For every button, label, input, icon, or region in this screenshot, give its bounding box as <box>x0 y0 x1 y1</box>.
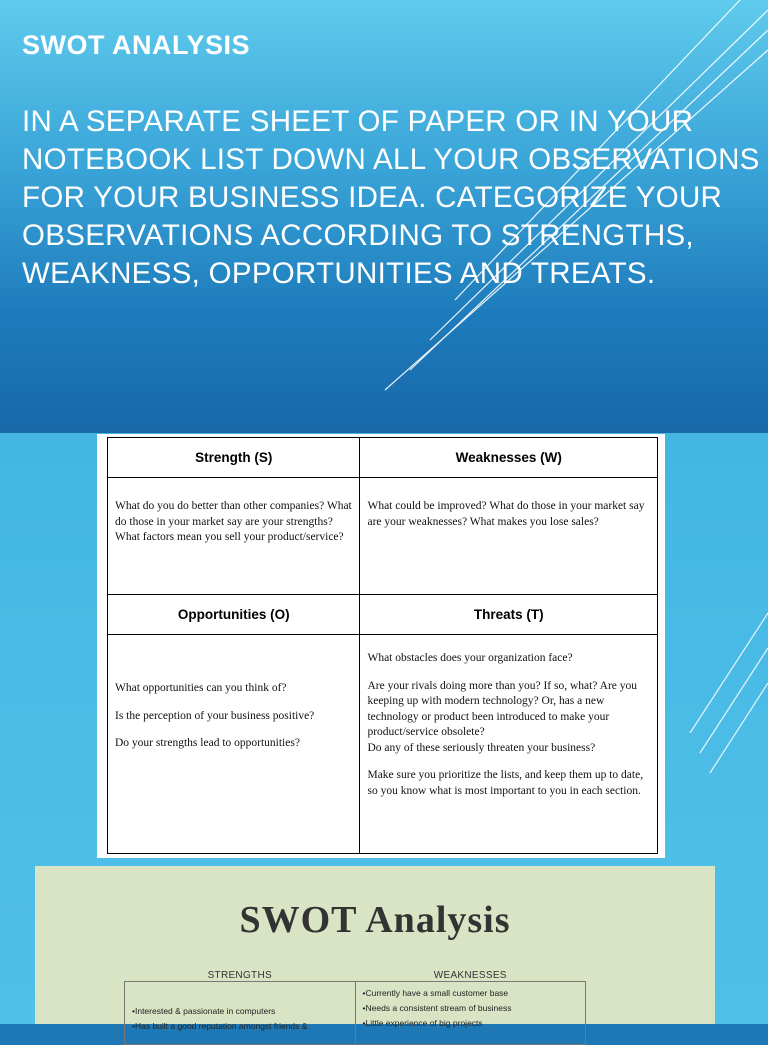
strength-header: Strength (S) <box>108 438 360 478</box>
bottom-slide <box>35 866 715 1031</box>
opportunity-item: Is the perception of your business positive? <box>115 709 315 722</box>
opportunities-header: Opportunities (O) <box>108 595 360 635</box>
strength-bullet: •Interested & passionate in computers <box>132 1006 276 1016</box>
weaknesses-header: WEAKNESSES <box>433 969 507 981</box>
threat-item: Are your rivals doing more than you? If so, what? Are you keeping up with modern technology? Or, has a new technology or product been introduced to make your product/service obsolete? <box>367 679 638 738</box>
threat-item: What obstacles does your organization face? <box>367 652 573 664</box>
weakness-bullet: •Needs a consistent stream of business <box>362 1003 512 1013</box>
deco-line <box>710 683 768 773</box>
opportunity-item: Do your strengths lead to opportunities? <box>115 737 300 749</box>
weakness-bullet: •Little experience of big projects <box>362 1018 483 1028</box>
threats-header: Threats (T) <box>360 595 658 635</box>
bottom-slide-title: SWOT Analysis <box>239 899 511 941</box>
strength-bullet: •Has built a good reputation amongst friends & <box>132 1021 308 1031</box>
slide-title: SWOT ANALYSIS <box>22 30 251 60</box>
opportunities-cell <box>108 635 360 854</box>
strength-text: What do you do better than other companies? What do those in your market say are your strengths? What factors mean you sell your product/service? <box>115 500 352 543</box>
weakness-bullet: •Currently have a small customer base <box>362 988 509 998</box>
weakness-text: What could be improved? What do those in your market say are your weaknesses? What makes you lose sales? <box>367 500 645 528</box>
deco-line <box>700 648 768 753</box>
threat-item: Do any of these seriously threaten your business? <box>367 741 596 754</box>
top-slide <box>0 0 768 433</box>
deco-line <box>690 613 768 733</box>
slide-body-text: IN A SEPARATE SHEET OF PAPER OR IN YOUR NOTEBOOK LIST DOWN ALL YOUR OBSERVATIONS FOR YOUR BUSINESS IDEA. CATEGORIZE YOUR OBSERVATIONS ACCORDING TO STRENGTHS, WEAKNESS, OPPORTUNITIES AND TREATS. <box>22 105 760 290</box>
opportunity-item: What opportunities can you think of? <box>115 682 287 694</box>
strength-cell <box>108 478 360 595</box>
swot-table <box>107 437 658 854</box>
weakness-header: Weaknesses (W) <box>360 438 658 478</box>
strengths-cell <box>125 982 356 1045</box>
threat-item: Make sure you prioritize the lists, and keep them up to date, so you know what is most important to you in each section. <box>367 769 644 797</box>
weakness-cell <box>360 478 658 595</box>
weaknesses-cell <box>355 982 586 1045</box>
threats-cell <box>360 635 658 854</box>
bottom-swot-table <box>124 969 586 1045</box>
strengths-header: STRENGTHS <box>207 969 272 981</box>
swot-table-card <box>97 434 665 858</box>
